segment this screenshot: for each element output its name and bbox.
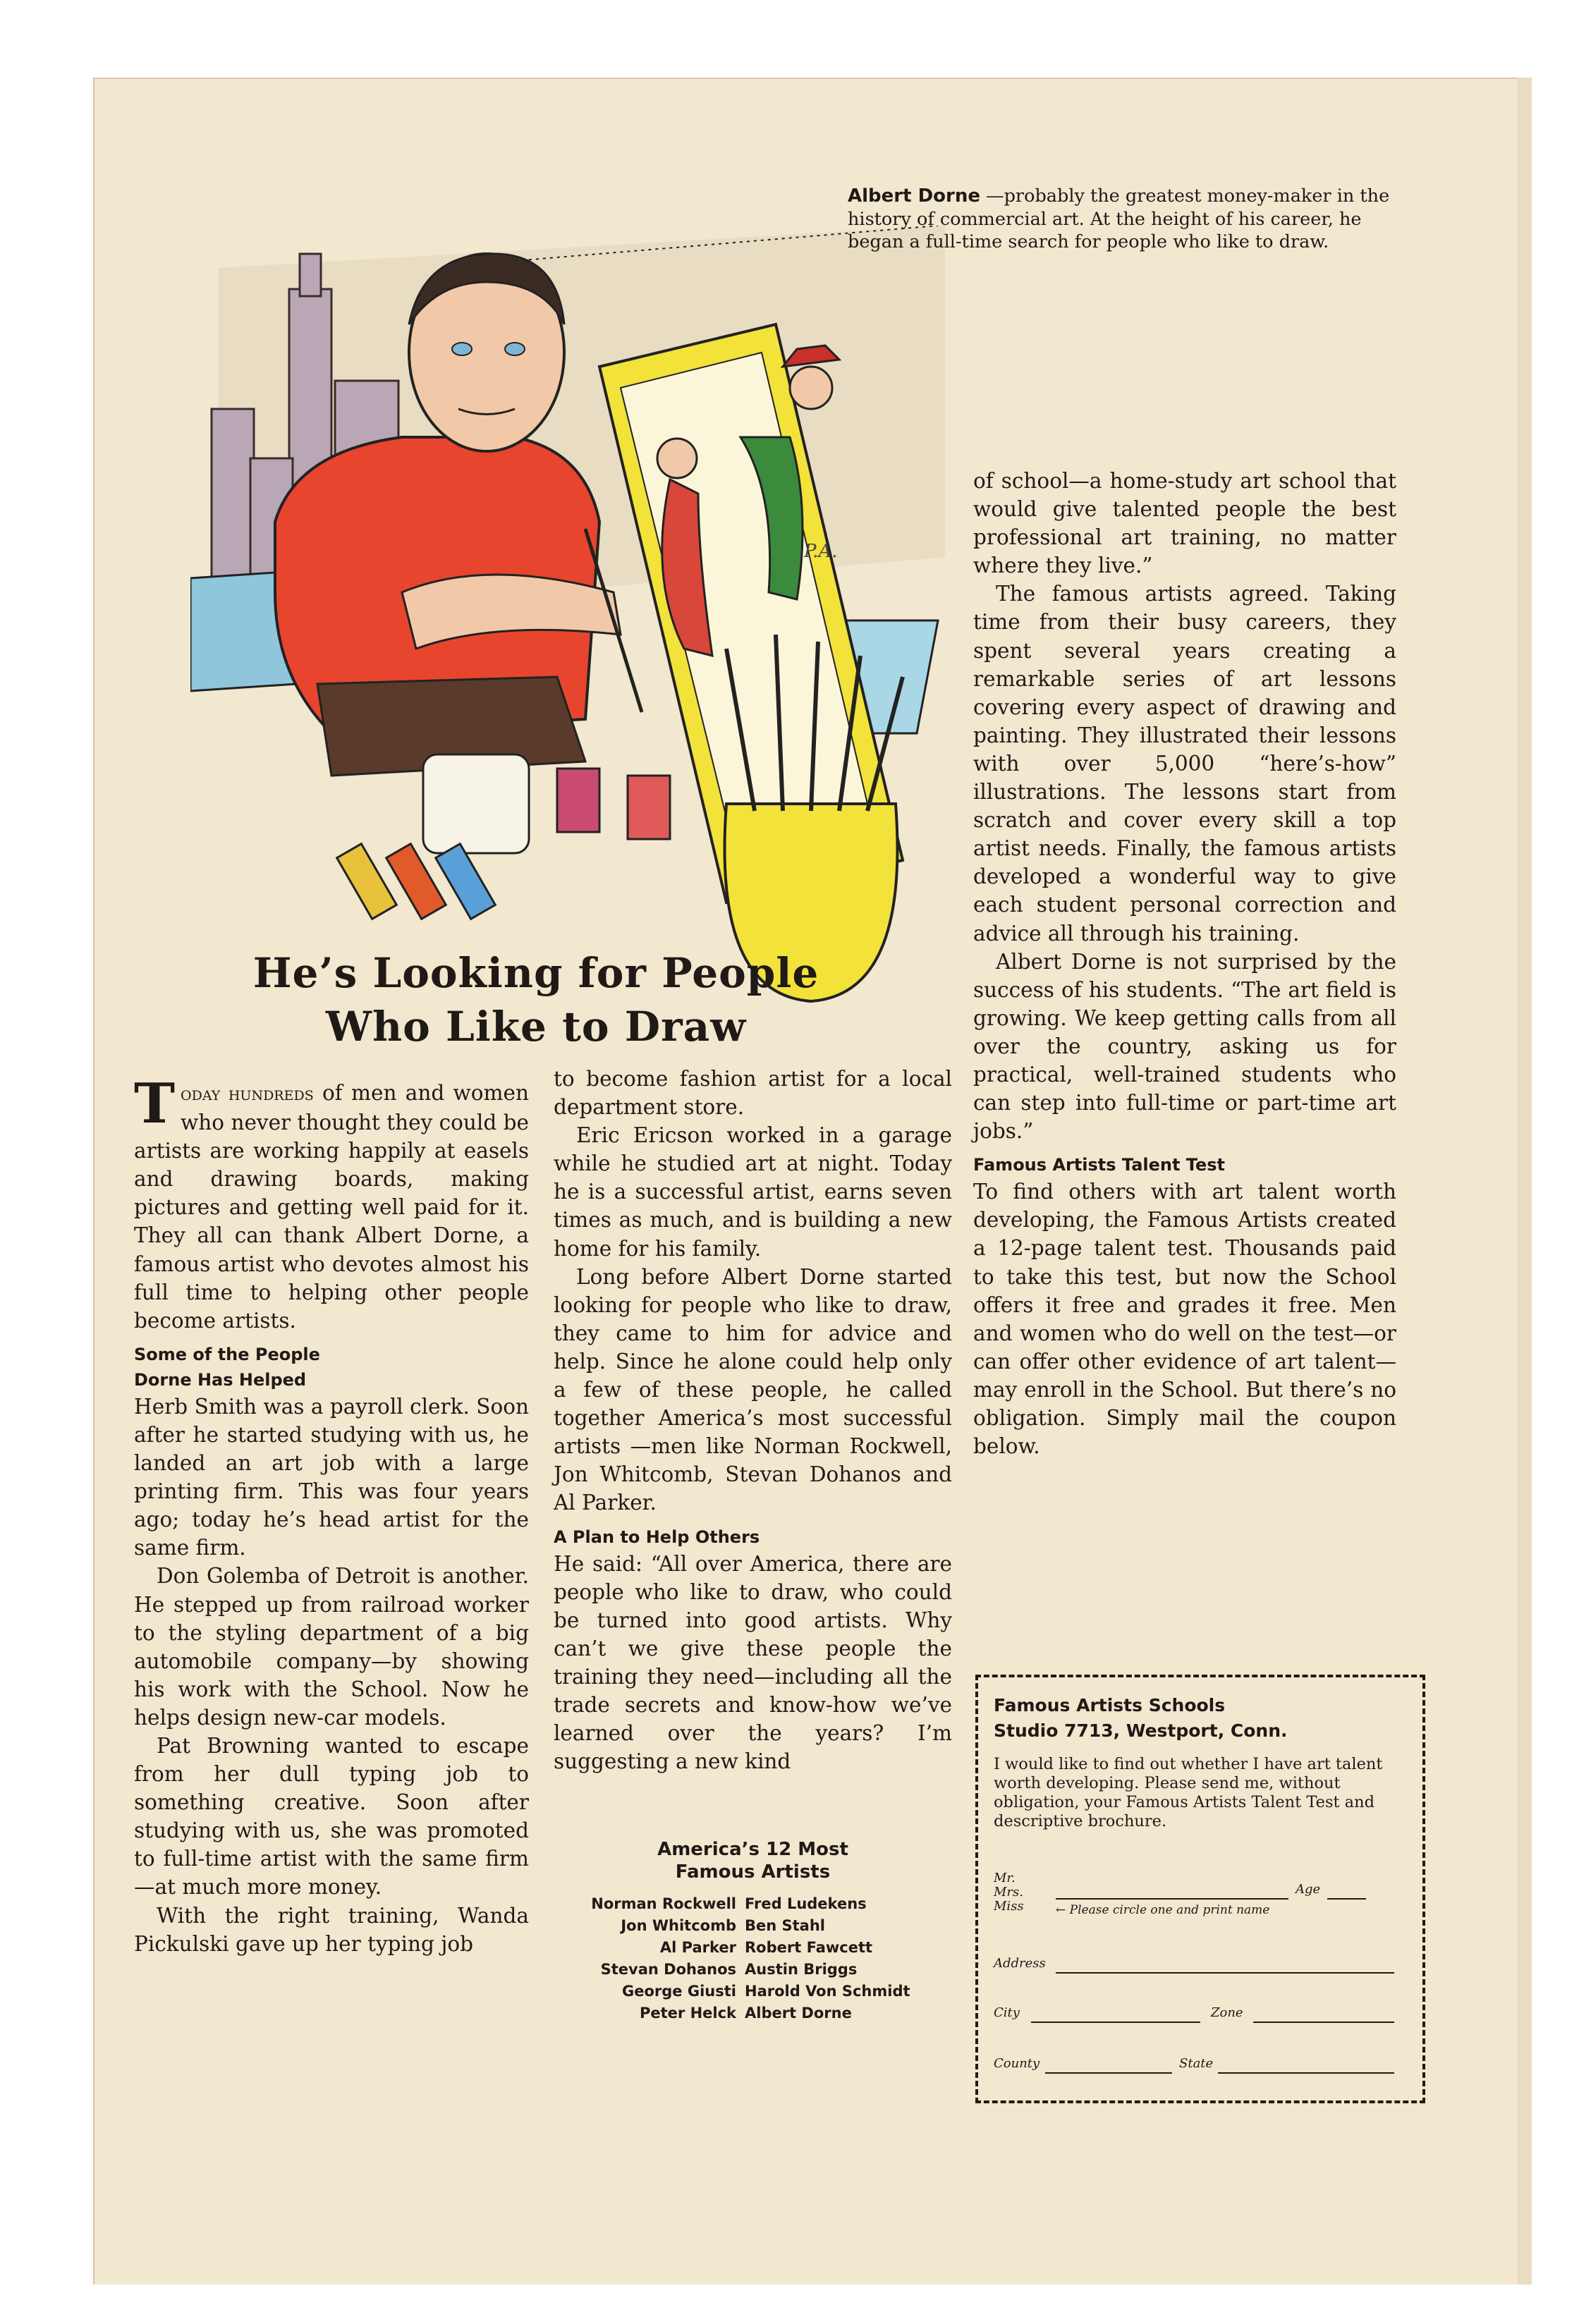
column-3 (973, 467, 1396, 1460)
illustration-signature: P.A. (804, 541, 838, 562)
paragraph: With the right training, Wanda Pickulski gave up her typing job (134, 1903, 529, 1956)
paragraph: Don Golemba of Detroit is another. He stepped up from railroad worker to the styling department of a big automobile company—by showing his work with the School. Now he helps design new-car models. (134, 1564, 529, 1730)
subhead-talent-test: Famous Artists Talent Test (973, 1155, 1226, 1175)
subhead-line-2: Dorne Has Helped (134, 1369, 307, 1390)
coupon-address: Studio 7713, Westport, Conn. (994, 1720, 1288, 1741)
artist-name: Albert Dorne (745, 2005, 852, 2022)
coupon-title (994, 1693, 1288, 1744)
coupon-body: I would like to find out whether I have art talent worth developing. Please send me, without obligation, your Famous Artists Talent Test and descriptive brochure. (994, 1755, 1383, 1830)
headline-line-2: Who Like to Draw (325, 1003, 747, 1051)
paragraph: Eric Ericson worked in a garage while he studied art at night. Today he is a successful artist, earns seven times as much, and is building a new home for his family. (554, 1123, 952, 1261)
column-1 (134, 1072, 529, 1958)
option-miss[interactable]: Miss (994, 1899, 1024, 1914)
paragraph: He said: “All over America, there are people who like to draw, who could be turned into good artists. Why can’t we give these people the training they need—including all the trade secrets and know-how we’ve learned over the years? I’m suggesting a new kind (554, 1551, 952, 1774)
intro-text: of men and women who never thought they could be artists are working happily at easels and drawing boards, making pictures and getting well paid for it. They all can thank Albert Dorne, a famous artist who devotes almost his full time to helping other people become artists. (134, 1081, 529, 1333)
artist-name: Al Parker (659, 1939, 736, 1956)
column-2 (554, 1065, 952, 1775)
option-mr[interactable]: Mr. (994, 1871, 1016, 1885)
artist-name: Peter Helck (639, 2005, 736, 2022)
headline-line-1: He’s Looking for People (252, 949, 819, 997)
artist-name: Harold Von Schmidt (745, 1983, 910, 2000)
artist-row (550, 1937, 915, 1959)
paragraph: Albert Dorne is not surprised by the success of his students. “The art field is growing. We keep getting calls from all over the country, asking us for practical, well-trained students who can step into full-time or part-time art jobs.” (973, 949, 1396, 1144)
option-mrs[interactable]: Mrs. (994, 1885, 1023, 1900)
left-eye (452, 343, 472, 355)
zone-field[interactable] (1253, 2022, 1394, 2023)
artist-name: George Giusti (622, 1983, 736, 2000)
paragraph: The famous artists agreed. Taking time from their busy careers, they spent several years creating a remarkable series of art lessons covering every aspect of drawing and painting. They illustrated their lessons with over 5,000 “here’s-how” illustrations. The lessons start from scratch and cover every skill a top artist needs. Finally, the famous artists developed a wonderful way to give each student personal correction and advice all through his training. (973, 582, 1396, 946)
artist-name: Robert Fawcett (745, 1939, 873, 1956)
artist-name: Ben Stahl (745, 1917, 825, 1934)
intro-paragraph (134, 1072, 529, 1335)
artist-row (550, 2002, 915, 2024)
artist-name: Jon Whitcomb (621, 1917, 736, 1934)
artist-row (550, 1915, 915, 1937)
circle-instruction-text: Please circle one and print name (1069, 1903, 1270, 1917)
artist-illustration (190, 226, 994, 1008)
coupon-school-name: Famous Artists Schools (994, 1695, 1226, 1716)
caption (848, 185, 1398, 254)
artist-row (550, 1981, 915, 2002)
paragraph: Pat Browning wanted to escape from her dull typing job to something creative. Soon after studying with us, she was promoted to full-time artist with the same firm—at much more money. (134, 1733, 529, 1900)
paragraph: Long before Albert Dorne started looking for people who like to draw, they came to him for advice and help. Since he alone could help only a few of these people, he called together America’s most successful artists —men like Norman Rockwell, Jon Whitcomb, Stevan Dohanos and Al Parker. (554, 1264, 952, 1515)
artists-title-1: America’s 12 Most (657, 1839, 848, 1860)
city-label: City (994, 2005, 1020, 2020)
address-field[interactable] (1056, 1972, 1394, 1974)
lead-in: oday hundreds (181, 1083, 314, 1105)
paint-supplies (337, 754, 670, 919)
drop-cap: T (134, 1072, 176, 1136)
state-label: State (1179, 2056, 1214, 2071)
title-options[interactable] (994, 1871, 1024, 1914)
artists-table (550, 1893, 915, 2024)
age-field[interactable] (1327, 1898, 1366, 1900)
artist-name: Austin Briggs (745, 1961, 858, 1978)
address-label: Address (994, 1956, 1046, 1971)
artist-name: Norman Rockwell (591, 1895, 736, 1912)
age-label: Age (1296, 1882, 1321, 1897)
subhead-some-people (134, 1342, 529, 1393)
artist-name: Stevan Dohanos (600, 1961, 736, 1978)
name-field[interactable] (1056, 1898, 1288, 1900)
state-field[interactable] (1218, 2072, 1394, 2074)
subhead-line-1: Some of the People (134, 1344, 320, 1364)
paragraph: to become fashion artist for a local department store. (554, 1067, 952, 1120)
artists-title-2: Famous Artists (675, 1861, 831, 1883)
zone-label: Zone (1211, 2005, 1243, 2020)
famous-artists-list (550, 1838, 956, 2024)
county-field[interactable] (1045, 2072, 1172, 2074)
mail-coupon[interactable] (975, 1675, 1425, 2103)
headline (106, 946, 966, 1053)
subhead-plan: A Plan to Help Others (554, 1527, 760, 1547)
county-label: County (994, 2056, 1040, 2071)
artist-row (550, 1959, 915, 1981)
caption-text: —probably the greatest money-maker in the history of commercial art. At the height of his career, he began a full-time search for people who like to draw. (848, 185, 1390, 252)
right-eye (505, 343, 525, 355)
artist-name: Fred Ludekens (745, 1895, 867, 1912)
paragraph: To find others with art talent worth developing, the Famous Artists created a 12-page talent test. Thousands paid to take this test, but now the School offers it free and grades it free. Men and women who do well on the test—or can offer other evidence of art talent—may enroll in the School. But there’s no obligation. Simply mail the coupon below. (973, 1180, 1396, 1459)
artist-row (550, 1893, 915, 1915)
city-field[interactable] (1031, 2022, 1200, 2023)
caption-name: Albert Dorne (848, 185, 980, 207)
circle-instruction: ← Please circle one and print name (1056, 1903, 1270, 1917)
paragraph: Herb Smith was a payroll clerk. Soon after he started studying with us, he landed an art job with a large printing firm. This was four years ago; today he’s head artist for the same firm. (134, 1394, 529, 1560)
paragraph: of school—a home-study art school that would give talented people the best professional art training, no matter where they live.” (973, 469, 1396, 578)
